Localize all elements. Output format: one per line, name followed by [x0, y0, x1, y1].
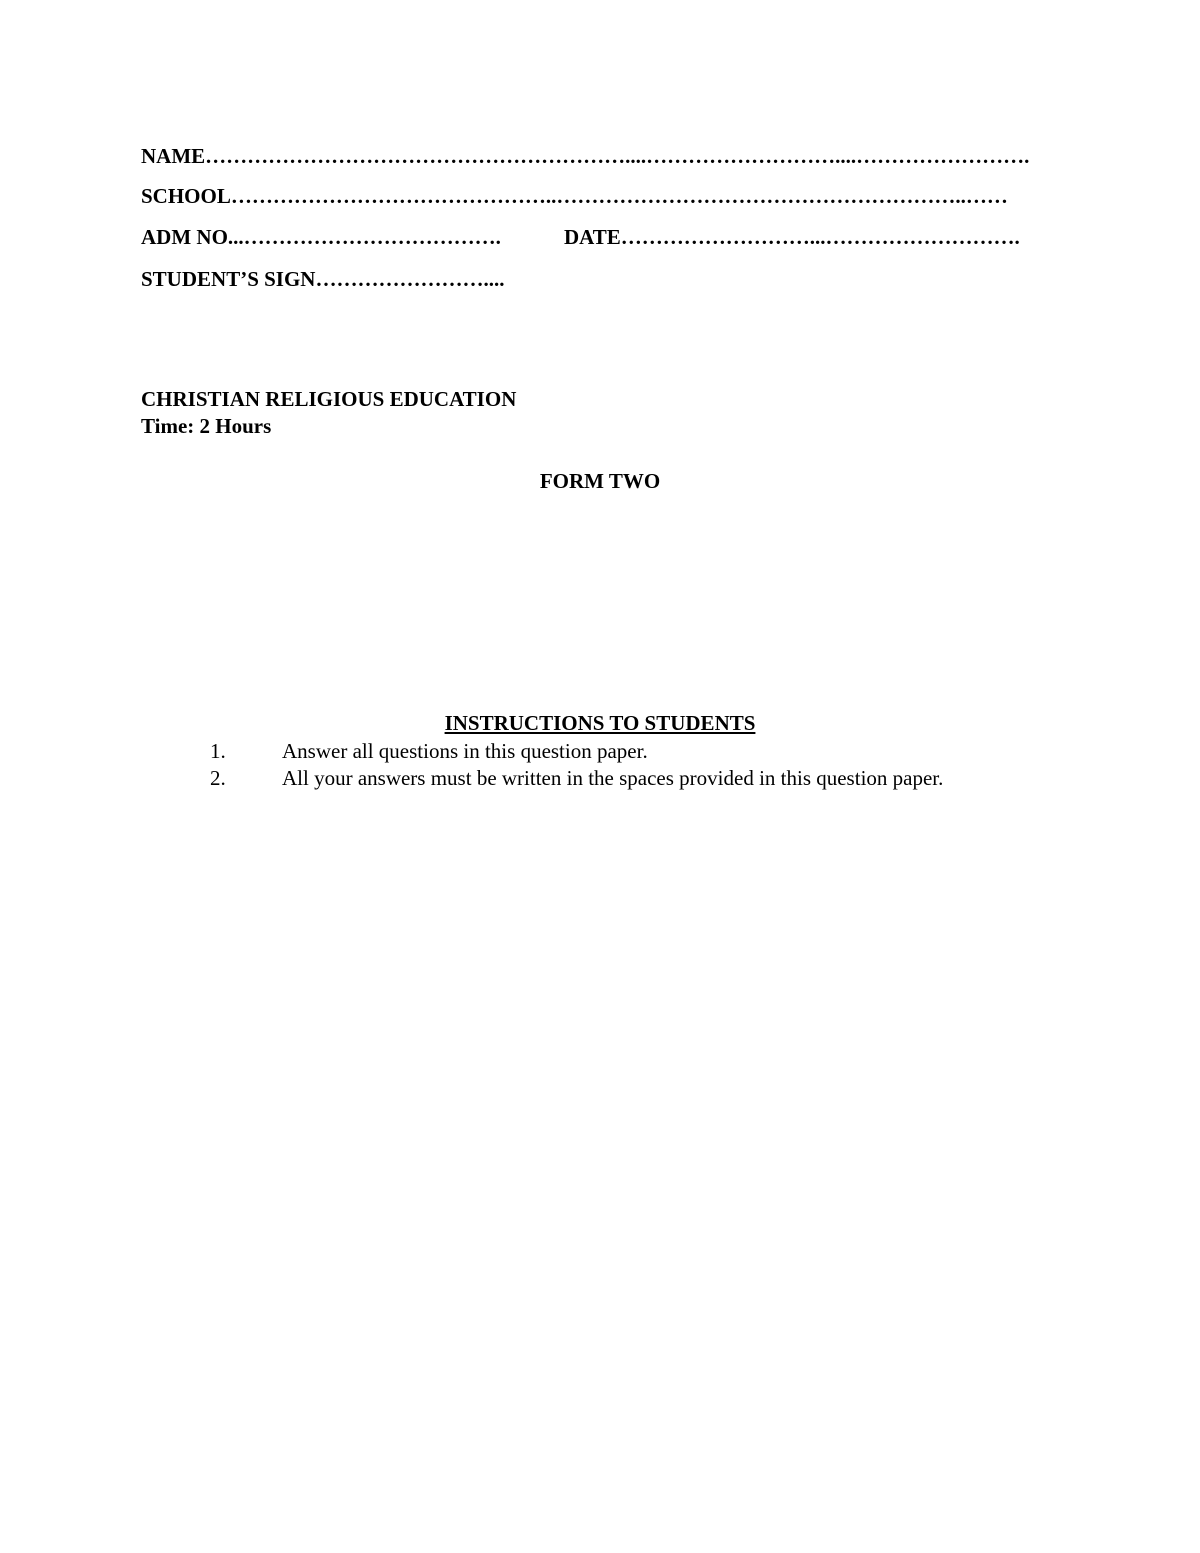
adm-date-row: [141, 225, 1020, 250]
instruction-text: Answer all questions in this question paper.: [282, 739, 648, 763]
adm-no-field: ADM NO...……………………………….: [141, 225, 501, 249]
instruction-number: 2.: [210, 766, 226, 790]
name-field: NAME……………………………………………………....………………………....…………………….: [141, 144, 1030, 168]
instructions-title: INSTRUCTIONS TO STUDENTS: [444, 711, 756, 735]
subject-title: CHRISTIAN RELIGIOUS EDUCATION: [141, 387, 517, 411]
student-sign-field: STUDENT’S SIGN……………………....: [141, 267, 505, 291]
time-allowed: Time: 2 Hours: [141, 414, 272, 438]
instruction-number: 1.: [210, 739, 226, 763]
school-field: SCHOOL………………………………………..…………………………………………………..……: [141, 184, 1008, 208]
date-field: DATE………………………...……………………….: [564, 225, 1020, 249]
form-level: FORM TWO: [539, 469, 661, 493]
instruction-text: All your answers must be written in the spaces provided in this question paper.: [282, 766, 944, 790]
